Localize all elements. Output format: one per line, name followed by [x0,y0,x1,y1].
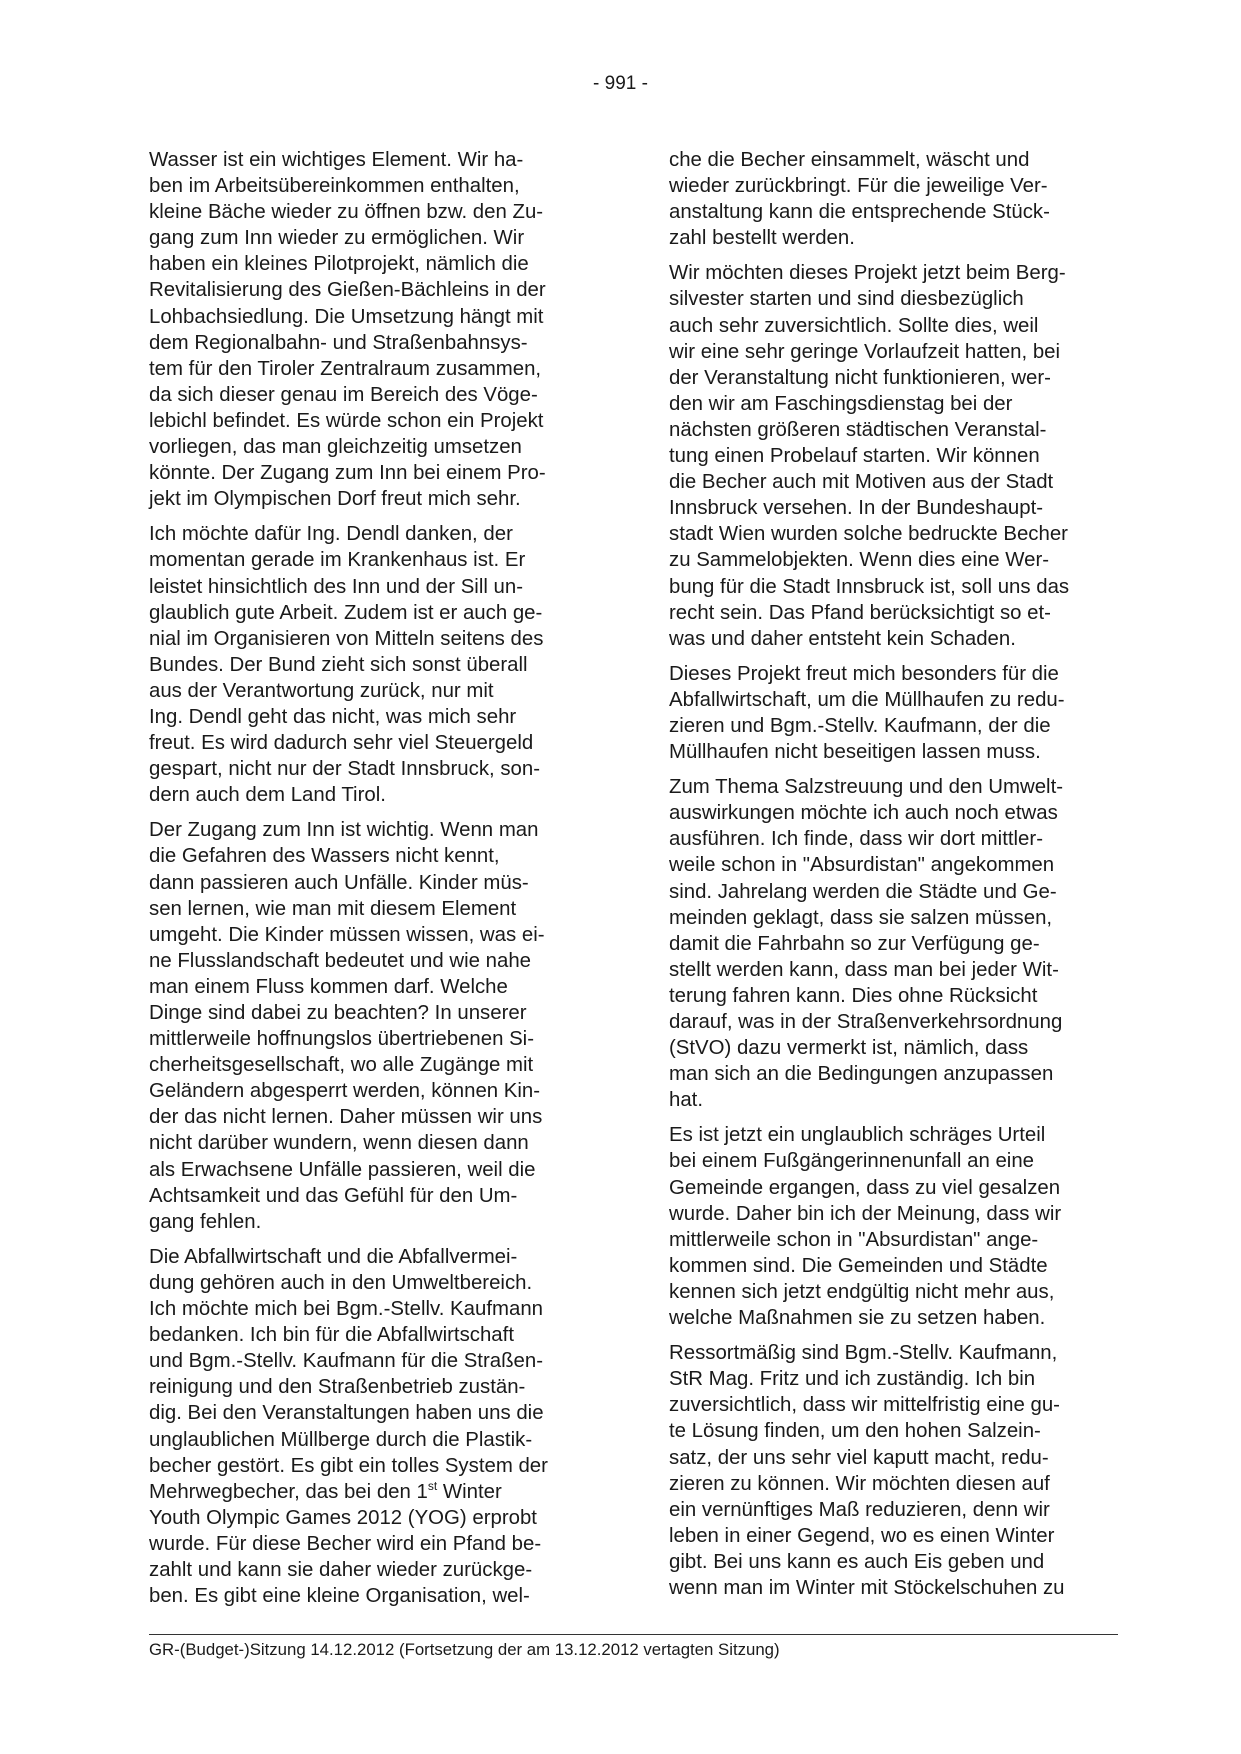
paragraph: che die Becher einsammelt, wäscht und wieder zurückbringt. Für die jeweilige Ver- anstaltung kann die entsprechende Stück- zahl bestellt werden. [669,149,1050,250]
paragraph: Ich möchte dafür Ing. Dendl danken, der momentan gerade im Krankenhaus ist. Er leistet hinsichtlich des Inn und der Sill un- glaublich gute Arbeit. Zudem ist er auch ge- nial im Organisieren von Mitteln seitens des Bundes. Der Bund zieht sich sonst überall aus der Verantwortung zurück, nur mit Ing. Dendl geht das nicht, was mich sehr freut. Es wird dadurch sehr viel Steuergeld gespart, nicht nur der Stadt Innsbruck, son- dern auch dem Land Tirol. [149,523,544,807]
paragraph: Dieses Projekt freut mich besonders für die Abfallwirtschaft, um die Müllhaufen zu redu- zieren und Bgm.-Stellv. Kaufmann, der die Müllhaufen nicht beseitigen lassen muss. [669,662,1065,764]
paragraph: Wasser ist ein wichtiges Element. Wir ha- ben im Arbeitsübereinkommen enthalten, kleine Bäche wieder zu öffnen bzw. den Zu- gang zum Inn wieder zu ermöglichen. Wir haben ein kleines Pilotprojekt, nämlich die Revitalisierung des Gießen-Bächleins in der Lohbachsiedlung. Die Umsetzung hängt mit dem Regionalbahn- und Straßenbahnsys- tem für den Tiroler Zentralraum zusammen, da sich dieser genau im Bereich des Vöge- lebichl befindet. Es würde schon ein Projekt vorliegen, das man gleichzeitig umsetzen könnte. Der Zugang zum Inn bei einem Pro- jekt im Olympischen Dorf freut mich sehr. [149,149,546,511]
footer-session-info: GR-(Budget-)Sitzung 14.12.2012 (Fortsetzung der am 13.12.2012 vertagten Sitzung) [149,1640,780,1659]
paragraph: Zum Thema Salzstreuung und den Umwelt- auswirkungen möchte ich auch noch etwas ausführen. Ich finde, dass wir dort mittler- weile schon in "Absurdistan" angekommen sind. Jahrelang werden die Städte und Ge- meinden geklagt, dass sie salzen müssen, damit die Fahrbahn so zur Verfügung ge- stellt werden kann, dass man bei jeder Wit- terung fahren kann. Dies ohne Rücksicht darauf, was in der Straßenverkehrsordnung (StVO) dazu vermerkt ist, nämlich, dass man sich an die Bedingungen anzupassen hat. [669,776,1064,1112]
paragraph: Wir möchten dieses Projekt jetzt beim Berg- silvester starten und sind diesbezüglich auch sehr zuversichtlich. Sollte dies, weil wir eine sehr geringe Vorlaufzeit hatten, bei der Veranstaltung nicht funktionieren, wer- den wir am Faschingsdienstag bei der nächsten größeren städtischen Veranstal- tung einen Probelauf starten. Wir können die Becher auch mit Motiven aus der Stadt Innsbruck versehen. In der Bundeshaupt- stadt Wien wurden solche bedruckte Becher zu Sammelobjekten. Wenn dies eine Wer- bung für die Stadt Innsbruck ist, soll uns das recht sein. Das Pfand berücksichtigt so et- was und daher entsteht kein Schaden. [669,262,1070,650]
paragraph: Ressortmäßig sind Bgm.-Stellv. Kaufmann, StR Mag. Fritz und ich zuständig. Ich bin zuversichtlich, dass wir mittelfristig eine gu- te Lösung finden, um den hohen Salzein- satz, der uns sehr viel kaputt macht, redu- zieren zu können. Wir möchten diesen auf ein vernünftiges Maß reduzieren, denn wir leben in einer Gegend, wo es einen Winter gibt. Bei uns kann es auch Eis geben und wenn man im Winter mit Stöckelschuhen zu [669,1342,1065,1599]
paragraph: Es ist jetzt ein unglaublich schräges Urteil bei einem Fußgängerinnenunfall an eine Gemeinde ergangen, dass zu viel gesalzen wurde. Daher bin ich der Meinung, dass wir mittlerweile schon in "Absurdistan" ange- kommen sind. Die Gemeinden und Städte kennen sich jetzt endgültig nicht mehr aus, welche Maßnahmen sie zu setzen haben. [669,1124,1062,1330]
right-text-column [669,147,1114,1610]
paragraph-text-part: Die Abfallwirtschaft und die Abfallvermei- dung gehören auch in den Umweltbereich. Ich möchte mich bei Bgm.-Stellv. Kaufmann bedanken. Ich bin für die Abfallwirtschaft und Bgm.-Stellv. Kaufmann für die Straßen- reinigung und den Straßenbetrieb zustän- dig. Bei den Veranstaltungen haben uns die unglaublichen Müllberge durch die Plastik- becher gestört. Es gibt ein tolles System der Mehrwegbecher, das bei den 1 [149,1245,548,1503]
left-text-column [149,147,594,1618]
superscript-ordinal: st [427,1478,438,1493]
paragraph-with-superscript [149,1244,594,1609]
footer-divider [149,1634,1118,1635]
paragraph-text-part: Winter Youth Olympic Games 2012 (YOG) erprobt wurde. Für diese Becher wird ein Pfand be- zahlt und kann sie daher wieder zurückge- ben. Es gibt eine kleine Organisation, wel- [149,1480,542,1608]
paragraph: Der Zugang zum Inn ist wichtig. Wenn man die Gefahren des Wassers nicht kennt, dann passieren auch Unfälle. Kinder müs- sen lernen, wie man mit diesem Element umgeht. Die Kinder müssen wissen, was ei- ne Flusslandschaft bedeutet und wie nahe man einem Fluss kommen darf. Welche Dinge sind dabei zu beachten? In unserer mittlerweile hoffnungslos übertriebenen Si- cherheitsgesellschaft, wo alle Zugänge mit Geländern abgesperrt werden, können Kin- der das nicht lernen. Daher müssen wir uns nicht darüber wundern, wenn diesen dann als Erwachsene Unfälle passieren, weil die Achtsamkeit und das Gefühl für den Um- gang fehlen. [149,819,545,1233]
page-number: - 991 - [593,73,648,94]
